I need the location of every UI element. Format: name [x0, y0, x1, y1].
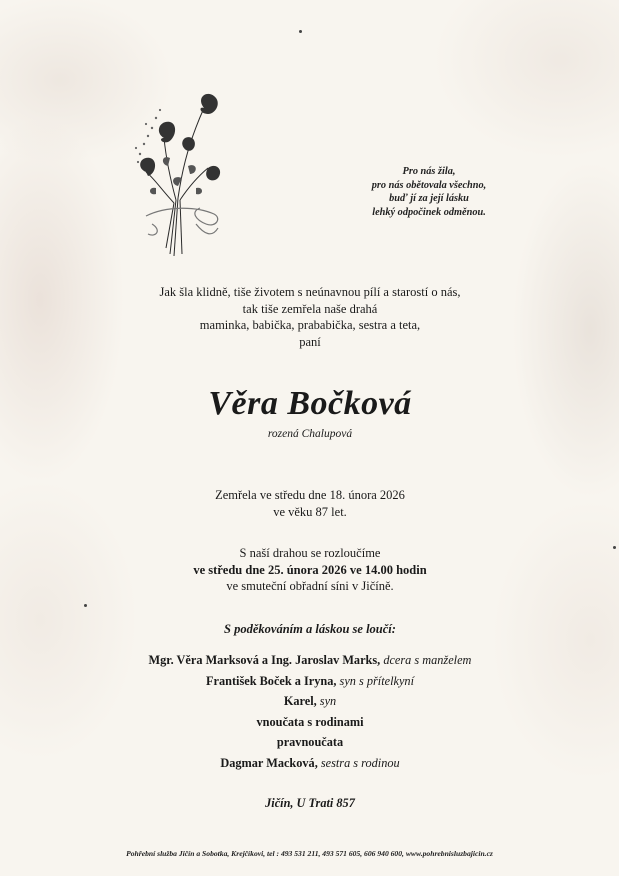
maiden-name: rozená Chalupová [267, 428, 353, 440]
motto-line: Pro nás žila, [402, 166, 456, 177]
intro-line: maminka, babička, prababička, sestra a teta, [199, 318, 421, 332]
intro-text [110, 284, 510, 350]
mourner-name: František Boček a Iryna, [205, 673, 337, 688]
motto-line: buď jí za její lásku [389, 193, 469, 205]
farewell-notice [110, 545, 510, 595]
farewell-intro: S naší drahou se rozloučíme [239, 546, 381, 560]
paper-speck [299, 30, 302, 33]
motto-line: pro nás obětovala všechno, [371, 179, 487, 191]
mourner-row [60, 712, 560, 733]
mourner-name: Mgr. Věra Marksová a Ing. Jaroslav Marks, [148, 653, 381, 667]
thanks-heading: S poděkováním a láskou se loučí: [224, 622, 396, 636]
death-date: Zemřela ve středu dne 18. února 2026 [215, 488, 405, 502]
mourner-row [60, 691, 560, 712]
mourner-row [60, 732, 560, 753]
rose-bouquet-icon [126, 88, 226, 256]
mourner-name: pravnoučata [276, 735, 344, 750]
mourners-list [60, 650, 560, 774]
family-address: Jičín, U Trati 857 [265, 796, 355, 810]
mourner-row [60, 650, 560, 671]
mourner-row [60, 671, 560, 692]
mourner-row [60, 753, 560, 774]
mourner-relation: dcera s manželem [380, 653, 472, 667]
funeral-service-footer: Pohřební služba Jičín a Sobotka, Krejčíkovi, tel : 493 531 211, 493 571 605, 606 940 600, www.pohrebnisluzbajicin.cz [126, 849, 493, 858]
farewell-datetime: ve středu dne 25. února 2026 ve 14.00 hodin [193, 562, 427, 577]
mourner-relation: syn s přítelkyní [336, 673, 414, 688]
paper-speck [84, 604, 87, 607]
intro-line: paní [299, 334, 321, 349]
mourner-name: Dagmar Macková, [220, 755, 318, 770]
death-age: ve věku 87 let. [273, 504, 347, 519]
deceased-name: Věra Bočková [208, 385, 412, 422]
mourner-relation: syn [316, 694, 337, 709]
farewell-place: ve smuteční obřadní síni v Jičíně. [226, 579, 394, 593]
motto-verse [360, 165, 498, 220]
death-notice [110, 487, 510, 520]
mourner-name: vnoučata s rodinami [256, 714, 364, 729]
intro-line: tak tiše zemřela naše drahá [242, 301, 378, 316]
mourner-relation: sestra s rodinou [317, 755, 400, 770]
paper-speck [613, 546, 616, 549]
motto-line: lehký odpočinek odměnou. [372, 207, 486, 219]
intro-line: Jak šla klidně, tiše životem s neúnavnou pílí a starostí o nás, [159, 285, 461, 299]
mourner-name: Karel, [283, 694, 317, 709]
